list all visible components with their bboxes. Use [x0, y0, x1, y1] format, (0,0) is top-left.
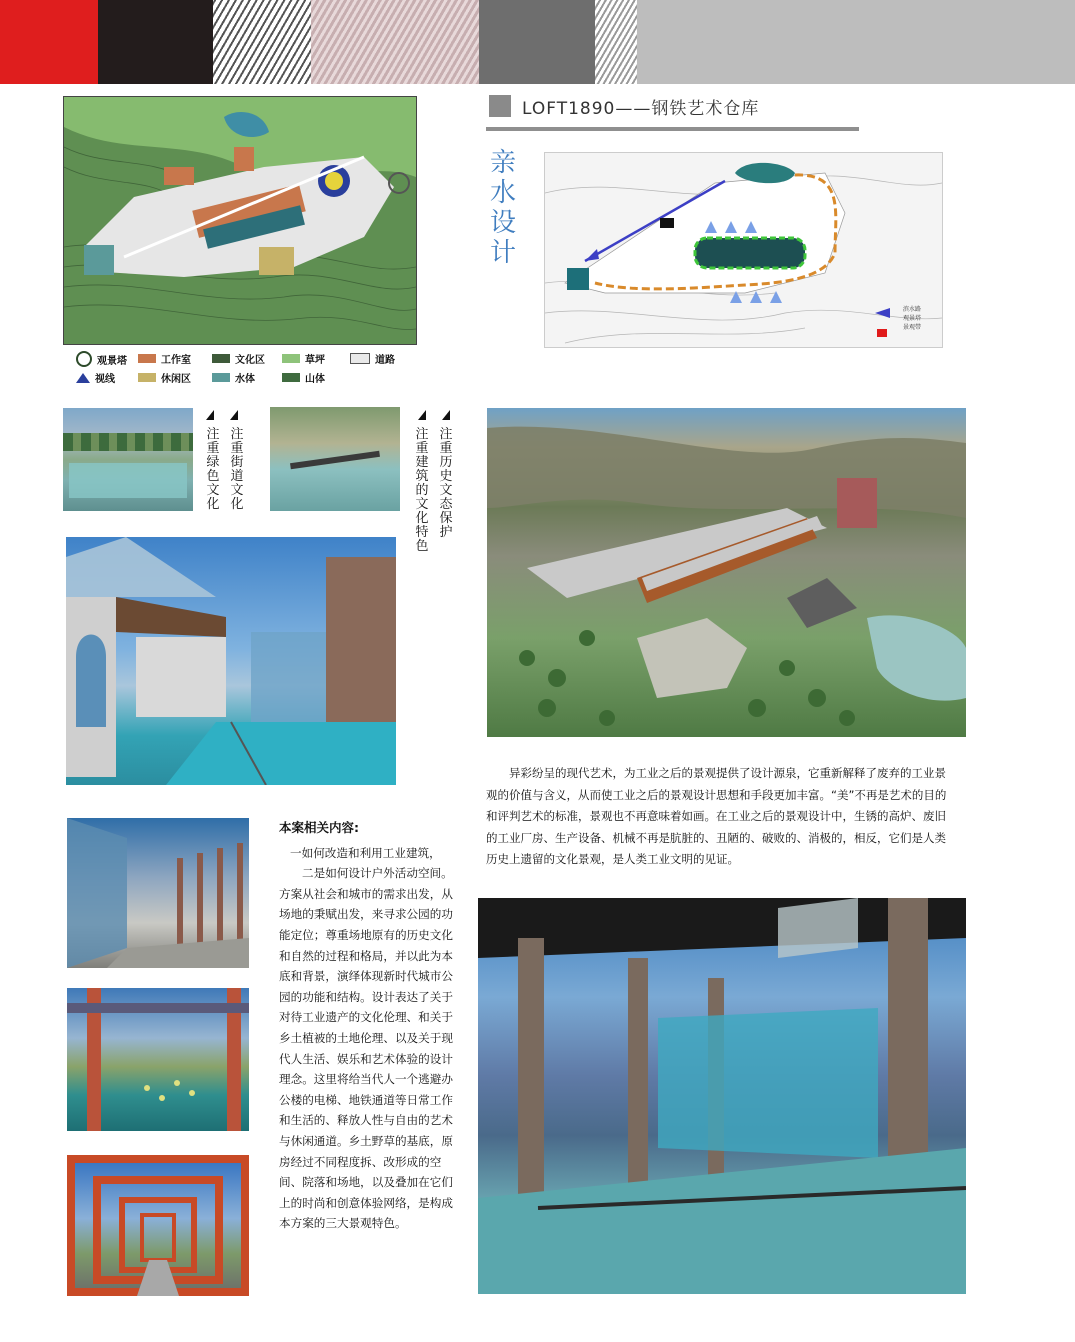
- caption-green-culture: 注重绿色文化: [206, 427, 220, 512]
- related-line-5: 和生活的、释放人性与自由的艺术与休闲通道。乡土野草的基底，原房经过不同程度拆、改形成的空间、院落和场地，以及叠加在它们上的时尚和创意体验网络，是构成本方案的三大景观特色。: [279, 1113, 453, 1231]
- legend-item-road: 道路: [350, 351, 395, 366]
- sightline-arrow-icon: [76, 373, 90, 383]
- aerial-drawing: [487, 408, 966, 737]
- site-plan-drawing: [64, 97, 416, 344]
- caption-marker-2: [230, 410, 238, 420]
- legend-item-sightline: 视线: [76, 370, 115, 385]
- canal-render: [478, 898, 966, 1294]
- render-trees: [63, 433, 193, 451]
- related-line-4: 园的功能和结构。设计表达了关于对待工业遗产的文化伦理、和关于乡土植被的土地伦理、以及关于现代人生活、娱乐和艺术体验的设计理念。这里将给当代人一个逃避办公楼的电梯、地铁通道等日常工作: [279, 989, 453, 1107]
- related-content: [279, 818, 459, 1234]
- caption-street-culture: 注重街道文化: [230, 427, 244, 512]
- waterfront-legend-2: 观景塔: [903, 315, 922, 322]
- related-line-1: 一如何改造和利用工业建筑，: [290, 845, 441, 860]
- header-bar-black: [98, 0, 213, 84]
- legend-item-mountain: 山体: [282, 370, 325, 385]
- rust-frames-drawing: [67, 1155, 249, 1296]
- culture-swatch: [212, 354, 230, 363]
- caption-history-protect: 注重历史文态保护: [439, 427, 453, 540]
- legend-item-leisure: 休闲区: [138, 370, 191, 385]
- render-green-culture: [63, 408, 193, 511]
- corridor-render: [67, 818, 249, 968]
- waterfront-legend-1: 滨水路: [903, 306, 922, 313]
- caption-marker-1: [206, 410, 214, 420]
- related-line-2: 二是如何设计户外活动空间。: [302, 866, 453, 881]
- waterfront-plan-image: [544, 152, 943, 348]
- header-bar-lightgrey: [637, 0, 1075, 84]
- render-path: [290, 451, 380, 469]
- aerial-render: [487, 408, 966, 737]
- leisure-swatch: [138, 373, 156, 382]
- caption-arch-culture: 注重建筑的文化特色: [415, 427, 429, 554]
- rust-frames-render: [67, 1155, 249, 1296]
- mountain-swatch: [282, 373, 300, 382]
- description-text: 异彩纷呈的现代艺术，为工业之后的景观提供了设计源泉，它重新解释了废弃的工业景观的价值与含义，从而使工业之后的景观设计思想和手段更加丰富。“美”不再是艺术的目的和评判艺术的标准，景观也不再意味着如画。在工业之后的景观设计中，生锈的高炉、废旧的工业厂房、生产设备、机械不再是肮脏的、丑陋的、破败的、消极的，相反，它们是人类历史上遗留的文化景观，是人类工业文明的见证。: [486, 766, 947, 866]
- studio-swatch: [138, 354, 156, 363]
- canal-drawing: [478, 898, 966, 1294]
- tower-icon: [76, 351, 92, 367]
- pergola-drawing: [67, 988, 249, 1131]
- related-heading: 本案相关内容:: [279, 820, 359, 835]
- pergola-render: [67, 988, 249, 1131]
- caption-marker-3: [418, 410, 426, 420]
- title-marker: [489, 95, 511, 117]
- header-bar-red: [0, 0, 98, 84]
- water-swatch: [212, 373, 230, 382]
- glass-roof-drawing: [66, 537, 396, 785]
- render-pool: [69, 463, 187, 498]
- legend-item-lawn: 草坪: [282, 351, 325, 366]
- legend-item-studio: 工作室: [138, 351, 191, 366]
- glass-roof-render: [66, 537, 396, 785]
- legend-item-water: 水体: [212, 370, 255, 385]
- title-divider: [486, 127, 859, 131]
- corridor-drawing: [67, 818, 249, 968]
- road-swatch: [350, 353, 370, 364]
- render-history: [270, 407, 400, 511]
- header-bar-pink: [311, 0, 479, 84]
- header-bar-darkgrey: [479, 0, 595, 84]
- header-bar-hatch: [213, 0, 311, 84]
- site-plan-image: [63, 96, 417, 345]
- waterfront-plan-drawing: [545, 153, 942, 347]
- waterfront-legend-3: 景观带: [903, 324, 922, 331]
- header-bar-hatch-grey: [595, 0, 637, 84]
- section-label: 亲水设计: [489, 148, 516, 268]
- legend-item-culture: 文化区: [212, 351, 265, 366]
- page-title: LOFT1890——钢铁艺术仓库: [522, 99, 760, 119]
- legend-item-tower: 观景塔: [76, 351, 127, 367]
- lawn-swatch: [282, 354, 300, 363]
- waterfront-legend: [903, 305, 921, 331]
- description-paragraph: [486, 763, 952, 871]
- caption-marker-4: [442, 410, 450, 420]
- related-line-3: 方案从社会和城市的需求出发，从场地的秉赋出发，来寻求公园的功能定位；尊重场地原有的历史文化和自然的过程和格局，并以此为本底和背景，演绎体现新时代城市公: [279, 886, 453, 984]
